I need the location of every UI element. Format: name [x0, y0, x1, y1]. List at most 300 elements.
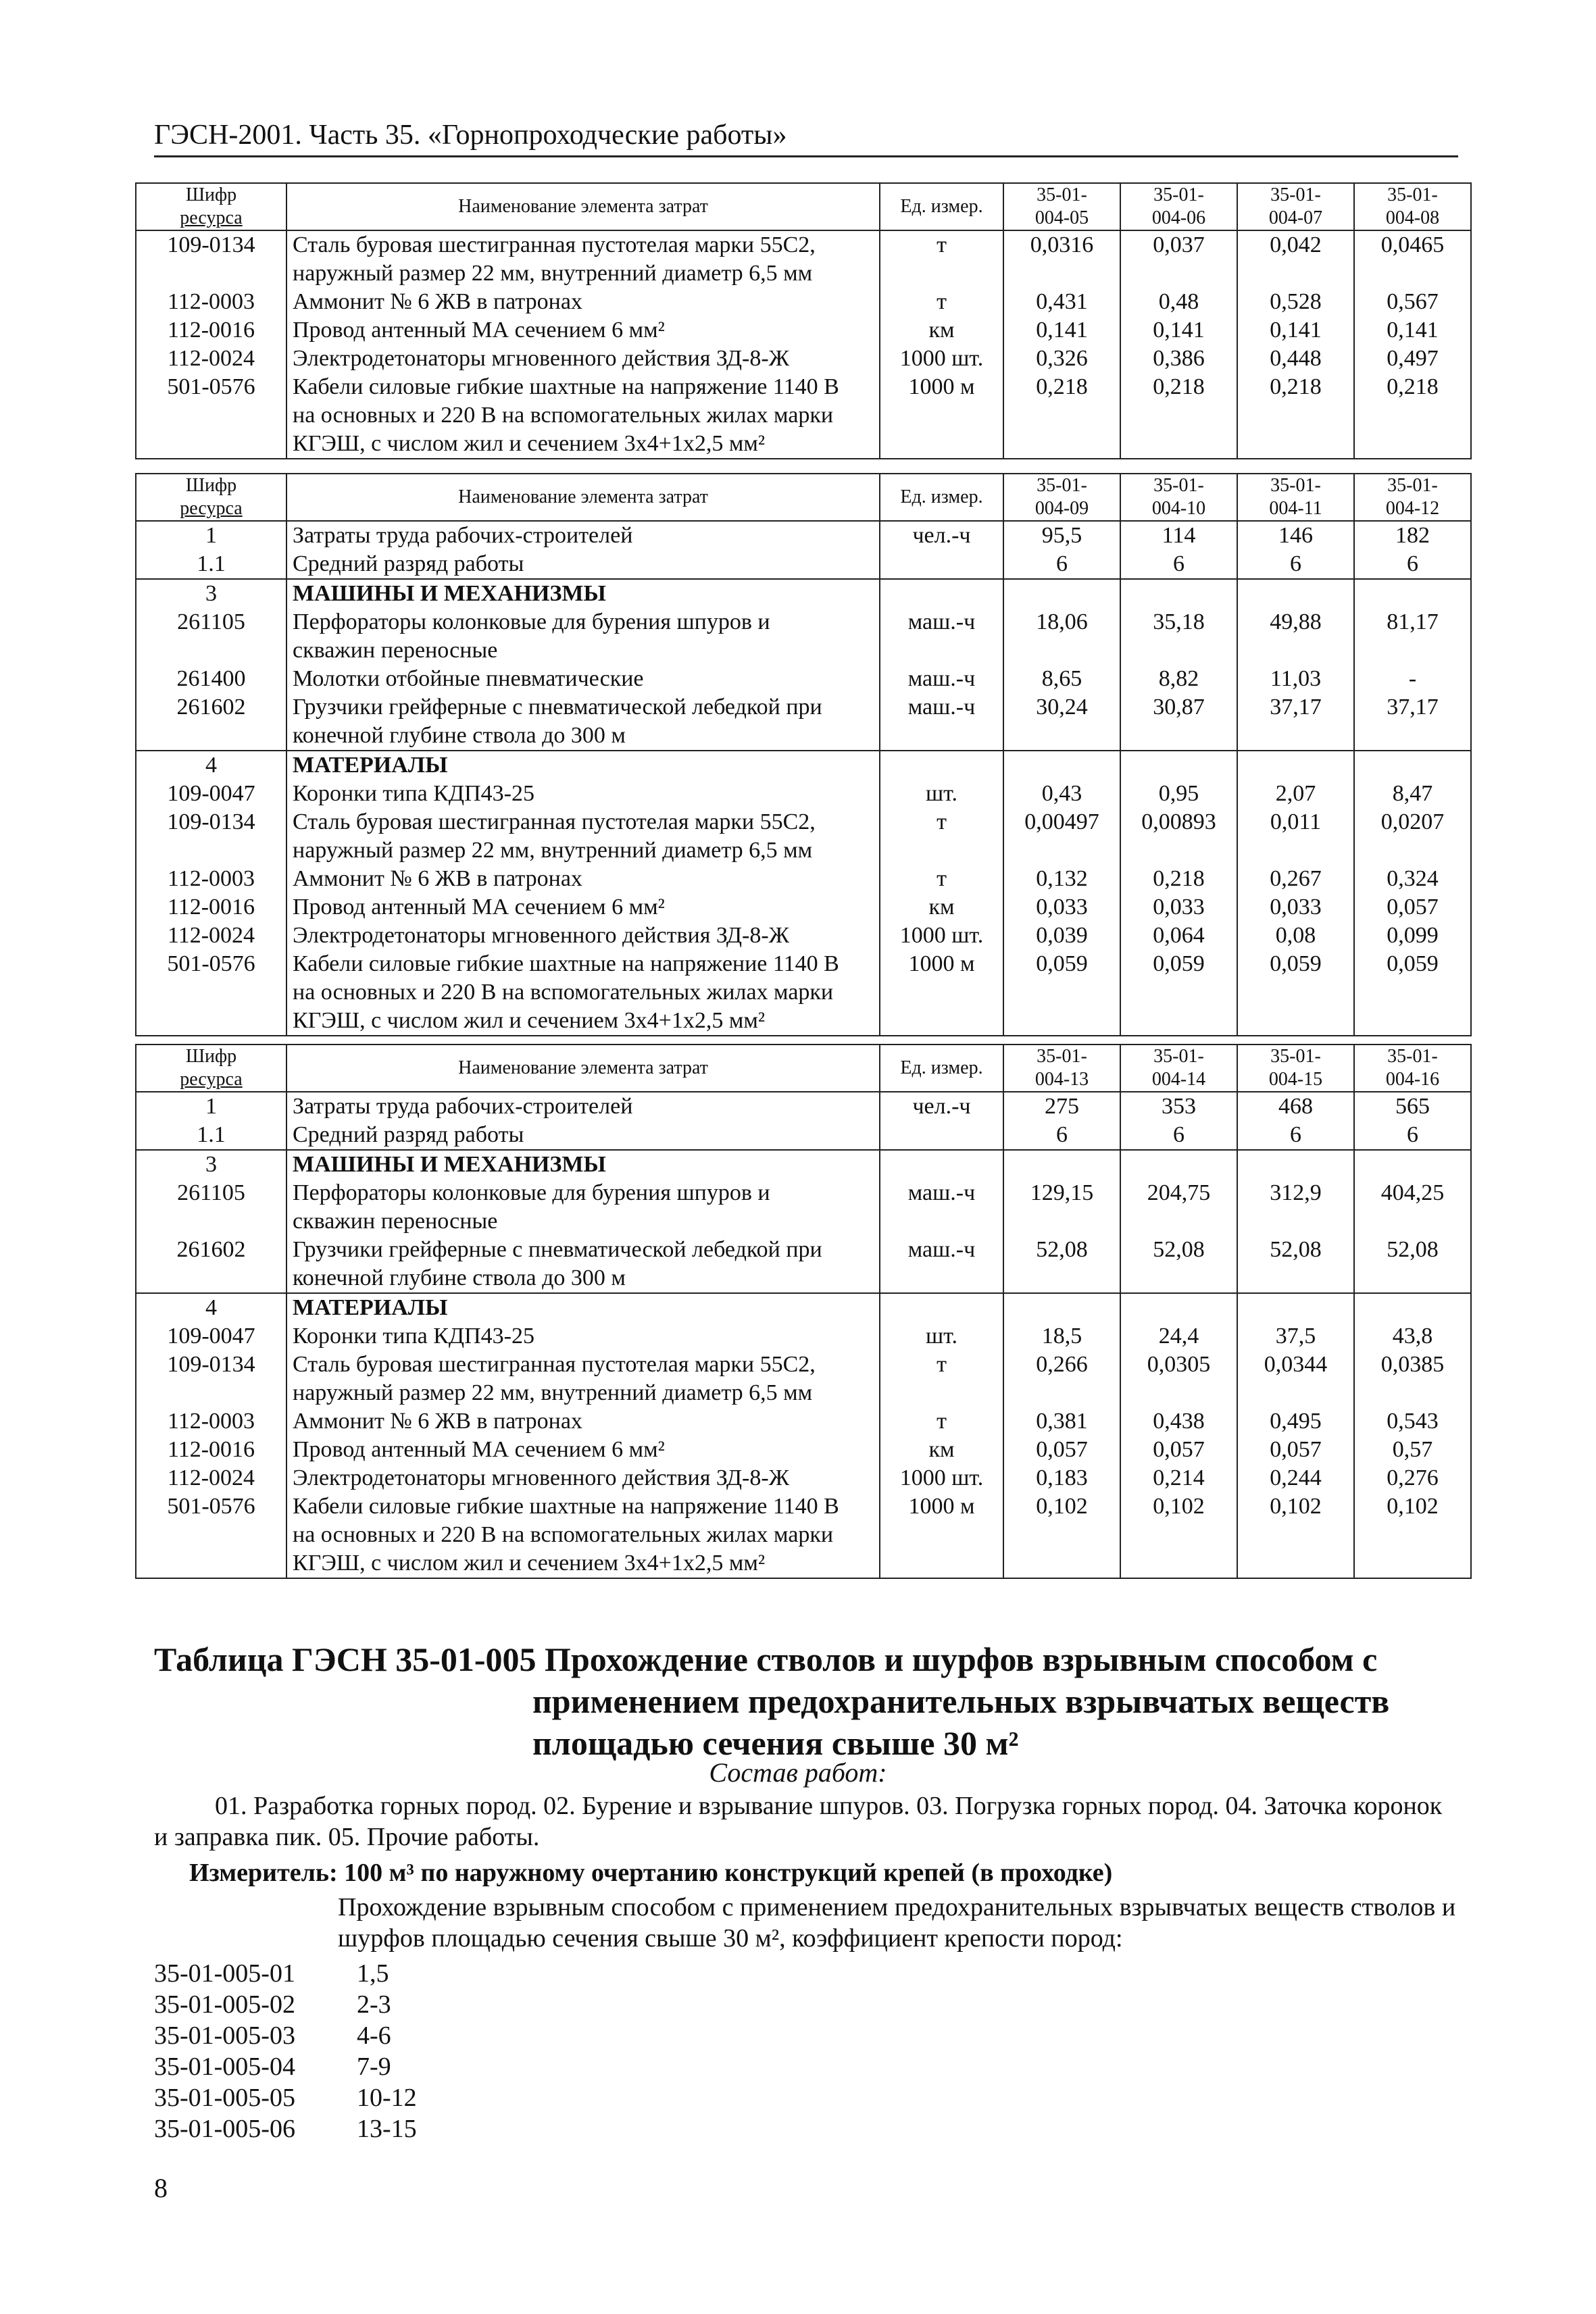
- section-title-line-1: Таблица ГЭСН 35-01-005 Прохождение стволов и шурфов взрывным способом с: [154, 1640, 1378, 1678]
- resource-name-line: Затраты труда рабочих-строителей: [293, 523, 633, 548]
- resource-name: [286, 1492, 880, 1578]
- table-row: [136, 1150, 1471, 1179]
- resource-code: 1.1: [136, 1121, 286, 1150]
- resource-name-line: конечной глубине ствола до 300 м: [293, 1265, 626, 1290]
- resource-value: 6: [1237, 550, 1354, 579]
- resource-value: 0,00893: [1120, 808, 1237, 865]
- resource-name: [286, 1092, 880, 1121]
- resource-code: 109-0047: [136, 780, 286, 808]
- resource-unit: 1000 шт.: [880, 1464, 1003, 1492]
- norm-item-code: 35-01-005-02: [154, 1990, 295, 2019]
- resource-name: [286, 1236, 880, 1293]
- header-norm-2: [1120, 474, 1237, 521]
- norm-item-value: 13-15: [357, 2115, 417, 2143]
- resource-name-line: Провод антенный МА сечением 6 мм²: [293, 318, 665, 343]
- resource-name: [286, 1351, 880, 1407]
- resource-name-line: скважин переносные: [293, 638, 498, 663]
- table-row: [136, 608, 1471, 665]
- resource-value: [1237, 579, 1354, 608]
- norm-item-code: 35-01-005-01: [154, 1959, 295, 1988]
- resource-value: 0,95: [1120, 780, 1237, 808]
- norm-items-list: [154, 1958, 417, 2144]
- resource-code: 112-0003: [136, 865, 286, 893]
- resource-code: 4: [136, 751, 286, 780]
- resource-value: 0,132: [1003, 865, 1120, 893]
- resource-name-line: конечной глубине ствола до 300 м: [293, 723, 626, 748]
- norm-item-value: 2-3: [357, 1990, 391, 2019]
- resource-unit: т: [880, 288, 1003, 316]
- norm-item: [154, 2020, 417, 2051]
- resource-value: 30,87: [1120, 693, 1237, 751]
- norm-item-code: 35-01-005-05: [154, 2084, 295, 2112]
- resource-unit: маш.-ч: [880, 1236, 1003, 1293]
- header-norm-line: 004-09: [1034, 498, 1089, 519]
- header-unit: Ед. измер.: [880, 1045, 1003, 1092]
- header-name: Наименование элемента затрат: [286, 1045, 880, 1092]
- resource-name: [286, 1121, 880, 1150]
- resource-unit: маш.-ч: [880, 1179, 1003, 1236]
- resource-name: [286, 521, 880, 550]
- resource-name: [286, 608, 880, 665]
- resource-name: [286, 893, 880, 922]
- resource-name: [286, 665, 880, 693]
- section-title-line-3: площадью сечения свыше 30 м²: [532, 1724, 1019, 1762]
- resource-code: 501-0576: [136, 373, 286, 459]
- resource-name: [286, 579, 880, 608]
- resource-value: 0,033: [1237, 893, 1354, 922]
- resource-value: 0,141: [1237, 316, 1354, 345]
- resource-unit: шт.: [880, 1322, 1003, 1351]
- resource-value: 6: [1120, 550, 1237, 579]
- resource-unit: км: [880, 893, 1003, 922]
- resource-name-line: Коронки типа КДП43-25: [293, 781, 534, 806]
- resource-value: 52,08: [1120, 1236, 1237, 1293]
- resource-value: 0,448: [1237, 345, 1354, 373]
- table-row: [136, 808, 1471, 865]
- table-header-row: [136, 1045, 1471, 1092]
- header-norm-line: 35-01-: [1153, 1046, 1204, 1067]
- resource-name-line: Электродетонаторы мгновенного действия ЗД-8-Ж: [293, 346, 790, 371]
- table-row: [136, 751, 1471, 780]
- resource-value: [1120, 1293, 1237, 1322]
- resource-value: 0,266: [1003, 1351, 1120, 1407]
- resource-value: 6: [1003, 1121, 1120, 1150]
- header-norm-4: [1354, 183, 1471, 230]
- resource-value: 0,567: [1354, 288, 1471, 316]
- resource-value: 182: [1354, 521, 1471, 550]
- resource-value: 81,17: [1354, 608, 1471, 665]
- resource-value: 204,75: [1120, 1179, 1237, 1236]
- resource-name: [286, 316, 880, 345]
- resource-code: 109-0134: [136, 1351, 286, 1407]
- header-norm-3: [1237, 1045, 1354, 1092]
- resource-code: 112-0024: [136, 1464, 286, 1492]
- resource-name: [286, 693, 880, 751]
- table-row: [136, 1464, 1471, 1492]
- resource-value: 0,059: [1003, 950, 1120, 1036]
- resource-name-line: наружный размер 22 мм, внутренний диаметр 6,5 мм: [293, 838, 813, 863]
- resource-unit: 1000 м: [880, 373, 1003, 459]
- composition-heading: Состав работ:: [709, 1757, 887, 1788]
- header-code-l2: ресурса: [180, 1069, 243, 1090]
- table-row: [136, 373, 1471, 459]
- resource-name-line: Сталь буровая шестигранная пустотелая марки 55С2,: [293, 809, 816, 834]
- resource-name: [286, 780, 880, 808]
- header-norm-line: 004-10: [1151, 498, 1206, 519]
- table-row: [136, 345, 1471, 373]
- resource-value: 0,141: [1003, 316, 1120, 345]
- resource-value: 0,57: [1354, 1436, 1471, 1464]
- page-number: 8: [154, 2173, 168, 2203]
- resource-code: 112-0024: [136, 345, 286, 373]
- resource-value: 18,5: [1003, 1322, 1120, 1351]
- resource-code: 112-0003: [136, 288, 286, 316]
- resource-name-line: МАШИНЫ И МЕХАНИЗМЫ: [293, 1152, 606, 1177]
- norm-item: [154, 1958, 417, 1989]
- resource-value: [1237, 1293, 1354, 1322]
- resource-value: 0,102: [1120, 1492, 1237, 1578]
- resource-code: 112-0003: [136, 1407, 286, 1436]
- resource-table-3: [135, 1044, 1472, 1579]
- resource-value: 2,07: [1237, 780, 1354, 808]
- table-row: [136, 1492, 1471, 1578]
- resource-value: 11,03: [1237, 665, 1354, 693]
- table-row: [136, 1436, 1471, 1464]
- resource-unit: т: [880, 865, 1003, 893]
- header-norm-1: [1003, 474, 1120, 521]
- header-code-l2: ресурса: [180, 207, 243, 228]
- resource-unit: [880, 1150, 1003, 1179]
- resource-value: 0,528: [1237, 288, 1354, 316]
- table-row: [136, 230, 1471, 288]
- resource-value: 0,0465: [1354, 230, 1471, 288]
- resource-value: 0,099: [1354, 922, 1471, 950]
- resource-value: 37,5: [1237, 1322, 1354, 1351]
- resource-unit: [880, 550, 1003, 579]
- header-norm-line: 35-01-: [1037, 184, 1087, 205]
- resource-name-line: Аммонит № 6 ЖВ в патронах: [293, 1409, 582, 1434]
- resource-value: 0,218: [1120, 373, 1237, 459]
- header-norm-line: 35-01-: [1153, 475, 1204, 496]
- resource-name-line: на основных и 220 В на вспомогательных жилах марки: [293, 980, 834, 1005]
- header-norm-line: 35-01-: [1037, 1046, 1087, 1067]
- resource-unit: 1000 шт.: [880, 922, 1003, 950]
- resource-name: [286, 1407, 880, 1436]
- resource-value: 49,88: [1237, 608, 1354, 665]
- header-norm-1: [1003, 183, 1120, 230]
- header-norm-line: 004-13: [1034, 1069, 1089, 1090]
- resource-value: 95,5: [1003, 521, 1120, 550]
- resource-name-line: Электродетонаторы мгновенного действия ЗД-8-Ж: [293, 1465, 790, 1490]
- resource-name-line: МАТЕРИАЛЫ: [293, 1295, 448, 1320]
- resource-value: 0,183: [1003, 1464, 1120, 1492]
- resource-value: 0,102: [1003, 1492, 1120, 1578]
- resource-value: 0,214: [1120, 1464, 1237, 1492]
- resource-table-2: [135, 473, 1472, 1036]
- resource-name: [286, 1464, 880, 1492]
- resource-unit: [880, 751, 1003, 780]
- resource-value: 0,064: [1120, 922, 1237, 950]
- header-norm-line: 35-01-: [1037, 475, 1087, 496]
- resource-code: 261400: [136, 665, 286, 693]
- resource-value: 0,141: [1120, 316, 1237, 345]
- resource-unit: 1000 м: [880, 950, 1003, 1036]
- resource-value: [1354, 579, 1471, 608]
- resource-code: 112-0016: [136, 1436, 286, 1464]
- table-row: [136, 1322, 1471, 1351]
- resource-name: [286, 1322, 880, 1351]
- resource-value: 0,033: [1120, 893, 1237, 922]
- header-norm-line: 35-01-: [1153, 184, 1204, 205]
- resource-value: 0,042: [1237, 230, 1354, 288]
- resource-code: 261105: [136, 608, 286, 665]
- resource-value: 0,039: [1003, 922, 1120, 950]
- resource-unit: км: [880, 316, 1003, 345]
- resource-value: 0,059: [1237, 950, 1354, 1036]
- resource-value: 114: [1120, 521, 1237, 550]
- resource-value: [1003, 579, 1120, 608]
- resource-value: 0,386: [1120, 345, 1237, 373]
- resource-value: [1354, 1150, 1471, 1179]
- header-norm-line: 004-08: [1385, 207, 1440, 228]
- resource-name: [286, 1436, 880, 1464]
- resource-unit: чел.-ч: [880, 1092, 1003, 1121]
- table-row: [136, 1121, 1471, 1150]
- table-header-row: [136, 183, 1471, 230]
- header-code-l2: ресурса: [180, 498, 243, 519]
- resource-code: 109-0047: [136, 1322, 286, 1351]
- composition-text: 01. Разработка горных пород. 02. Бурение и взрывание шпуров. 03. Погрузка горных пород. 04. Заточка коронок и заправка пик. 05. Прочие работы.: [154, 1792, 1443, 1851]
- header-code-l1: Шифр: [185, 184, 237, 205]
- header-norm-line: 004-05: [1034, 207, 1089, 228]
- resource-value: [1003, 1293, 1120, 1322]
- header-norm-line: 004-07: [1268, 207, 1323, 228]
- resource-name-line: наружный размер 22 мм, внутренний диаметр 6,5 мм: [293, 1380, 813, 1405]
- resource-value: 0,543: [1354, 1407, 1471, 1436]
- resource-value: 0,324: [1354, 865, 1471, 893]
- header-code-l1: Шифр: [185, 1046, 237, 1067]
- measurement-unit: Измеритель: 100 м³ по наружному очертанию конструкций крепей (в проходке): [189, 1859, 1113, 1887]
- resource-code: 109-0134: [136, 230, 286, 288]
- resource-name-line: Провод антенный МА сечением 6 мм²: [293, 1437, 665, 1462]
- resource-value: 8,65: [1003, 665, 1120, 693]
- resource-value: 0,218: [1237, 373, 1354, 459]
- resource-name: [286, 345, 880, 373]
- resource-value: 6: [1120, 1121, 1237, 1150]
- resource-value: 0,495: [1237, 1407, 1354, 1436]
- resource-value: [1120, 751, 1237, 780]
- header-norm-line: 004-06: [1151, 207, 1206, 228]
- resource-name-line: Электродетонаторы мгновенного действия ЗД-8-Ж: [293, 923, 790, 948]
- norm-item-value: 1,5: [357, 1959, 389, 1988]
- resource-code: 112-0024: [136, 922, 286, 950]
- resource-value: [1120, 579, 1237, 608]
- resource-name-line: Кабели силовые гибкие шахтные на напряжение 1140 В: [293, 951, 839, 976]
- resource-name-line: Молотки отбойные пневматические: [293, 666, 644, 691]
- resource-name-line: Грузчики грейферные с пневматической лебедкой при: [293, 1237, 822, 1262]
- resource-code: 501-0576: [136, 1492, 286, 1578]
- table-row: [136, 1092, 1471, 1121]
- header-unit: Ед. измер.: [880, 474, 1003, 521]
- resource-unit: 1000 шт.: [880, 345, 1003, 373]
- table-row: [136, 950, 1471, 1036]
- resource-value: 52,08: [1237, 1236, 1354, 1293]
- resource-code: 112-0016: [136, 893, 286, 922]
- header-norm-4: [1354, 474, 1471, 521]
- resource-code: 4: [136, 1293, 286, 1322]
- resource-value: [1237, 751, 1354, 780]
- resource-value: 0,059: [1120, 950, 1237, 1036]
- resource-value: 30,24: [1003, 693, 1120, 751]
- resource-value: 0,497: [1354, 345, 1471, 373]
- header-unit: Ед. измер.: [880, 183, 1003, 230]
- resource-value: 35,18: [1120, 608, 1237, 665]
- resource-code: 261105: [136, 1179, 286, 1236]
- resource-unit: шт.: [880, 780, 1003, 808]
- resource-name-line: Перфораторы колонковые для бурения шпуров и: [293, 1180, 770, 1205]
- resource-name-line: Сталь буровая шестигранная пустотелая марки 55С2,: [293, 1352, 816, 1377]
- header-norm-line: 35-01-: [1270, 1046, 1321, 1067]
- resource-code: 109-0134: [136, 808, 286, 865]
- resource-value: 0,0305: [1120, 1351, 1237, 1407]
- header-norm-line: 35-01-: [1387, 475, 1438, 496]
- resource-name-line: КГЭШ, с числом жил и сечением 3х4+1х2,5 мм²: [293, 1008, 766, 1033]
- table-row: [136, 550, 1471, 579]
- resource-name-line: Затраты труда рабочих-строителей: [293, 1094, 633, 1119]
- section-description: Прохождение взрывным способом с применением предохранительных взрывчатых веществ стволов и шурфов площадью сечения свыше 30 м², коэффициент крепости пород:: [338, 1893, 1456, 1953]
- resource-value: [1003, 1150, 1120, 1179]
- resource-code: 501-0576: [136, 950, 286, 1036]
- resource-name-line: Коронки типа КДП43-25: [293, 1324, 534, 1349]
- resource-value: 0,267: [1237, 865, 1354, 893]
- resource-value: 0,381: [1003, 1407, 1120, 1436]
- table-row: [136, 893, 1471, 922]
- resource-name: [286, 950, 880, 1036]
- resource-name: [286, 808, 880, 865]
- resource-value: 0,48: [1120, 288, 1237, 316]
- header-norm-line: 004-12: [1385, 498, 1440, 519]
- header-norm-line: 004-16: [1385, 1069, 1440, 1090]
- resource-value: 0,08: [1237, 922, 1354, 950]
- resource-value: 0,218: [1354, 373, 1471, 459]
- header-norm-4: [1354, 1045, 1471, 1092]
- table-row: [136, 521, 1471, 550]
- norm-item-value: 10-12: [357, 2084, 417, 2112]
- resource-name: [286, 230, 880, 288]
- resource-name: [286, 288, 880, 316]
- resource-name: [286, 865, 880, 893]
- table-row: [136, 693, 1471, 751]
- resource-name-line: наружный размер 22 мм, внутренний диаметр 6,5 мм: [293, 261, 813, 286]
- table-row: [136, 1351, 1471, 1407]
- resource-value: 6: [1354, 550, 1471, 579]
- table-row: [136, 316, 1471, 345]
- resource-value: 0,059: [1354, 950, 1471, 1036]
- resource-code: 1.1: [136, 550, 286, 579]
- resource-code: 1: [136, 521, 286, 550]
- resource-value: [1237, 1150, 1354, 1179]
- resource-value: 0,431: [1003, 288, 1120, 316]
- resource-name-line: Кабели силовые гибкие шахтные на напряжение 1140 В: [293, 374, 839, 399]
- resource-value: 0,218: [1003, 373, 1120, 459]
- norm-item: [154, 2113, 417, 2144]
- norm-item-code: 35-01-005-04: [154, 2053, 295, 2081]
- resource-code: 1: [136, 1092, 286, 1121]
- section-title: [154, 1638, 1438, 1764]
- resource-name-line: КГЭШ, с числом жил и сечением 3х4+1х2,5 мм²: [293, 1551, 766, 1576]
- resource-value: 0,057: [1354, 893, 1471, 922]
- resource-value: 353: [1120, 1092, 1237, 1121]
- header-norm-line: 004-11: [1269, 498, 1322, 519]
- resource-value: 8,82: [1120, 665, 1237, 693]
- header-code-l1: Шифр: [185, 475, 237, 496]
- resource-value: 0,033: [1003, 893, 1120, 922]
- table-row: [136, 1179, 1471, 1236]
- resource-unit: маш.-ч: [880, 693, 1003, 751]
- resource-name-line: на основных и 220 В на вспомогательных жилах марки: [293, 1522, 834, 1547]
- table-row: [136, 288, 1471, 316]
- resource-value: 0,43: [1003, 780, 1120, 808]
- resource-value: 0,037: [1120, 230, 1237, 288]
- resource-value: 404,25: [1354, 1179, 1471, 1236]
- norm-item: [154, 2082, 417, 2113]
- resource-value: 24,4: [1120, 1322, 1237, 1351]
- resource-name: [286, 922, 880, 950]
- resource-code: 112-0016: [136, 316, 286, 345]
- resource-value: 0,276: [1354, 1464, 1471, 1492]
- header-norm-line: 004-14: [1151, 1069, 1206, 1090]
- resource-value: 8,47: [1354, 780, 1471, 808]
- resource-value: 6: [1003, 550, 1120, 579]
- norm-item-code: 35-01-005-06: [154, 2115, 295, 2143]
- resource-unit: км: [880, 1436, 1003, 1464]
- resource-table-1: [135, 182, 1472, 459]
- resource-name-line: Кабели силовые гибкие шахтные на напряжение 1140 В: [293, 1494, 839, 1519]
- resource-value: 0,0385: [1354, 1351, 1471, 1407]
- resource-unit: т: [880, 230, 1003, 288]
- resource-name-line: скважин переносные: [293, 1209, 498, 1234]
- norm-item-code: 35-01-005-03: [154, 2021, 295, 2050]
- section-title-line-2: применением предохранительных взрывчатых веществ: [532, 1682, 1390, 1720]
- table-row: [136, 780, 1471, 808]
- table-row: [136, 1236, 1471, 1293]
- resource-name-line: Сталь буровая шестигранная пустотелая марки 55С2,: [293, 232, 816, 257]
- resource-name: [286, 1293, 880, 1322]
- resource-value: 0,141: [1354, 316, 1471, 345]
- resource-value: 0,0207: [1354, 808, 1471, 865]
- table-row: [136, 579, 1471, 608]
- resource-value: 0,057: [1003, 1436, 1120, 1464]
- table-header-row: [136, 474, 1471, 521]
- resource-value: 275: [1003, 1092, 1120, 1121]
- resource-value: 468: [1237, 1092, 1354, 1121]
- resource-name: [286, 550, 880, 579]
- norm-item: [154, 1989, 417, 2020]
- resource-value: 43,8: [1354, 1322, 1471, 1351]
- resource-value: 37,17: [1354, 693, 1471, 751]
- resource-value: 129,15: [1003, 1179, 1120, 1236]
- resource-value: 0,0316: [1003, 230, 1120, 288]
- resource-value: 0,057: [1237, 1436, 1354, 1464]
- header-norm-line: 35-01-: [1270, 184, 1321, 205]
- resource-value: 146: [1237, 521, 1354, 550]
- resource-name-line: МАТЕРИАЛЫ: [293, 753, 448, 778]
- header-code: [136, 183, 286, 230]
- header-norm-line: 35-01-: [1387, 184, 1438, 205]
- resource-code: 3: [136, 1150, 286, 1179]
- header-norm-2: [1120, 1045, 1237, 1092]
- resource-name-line: Средний разряд работы: [293, 1122, 524, 1147]
